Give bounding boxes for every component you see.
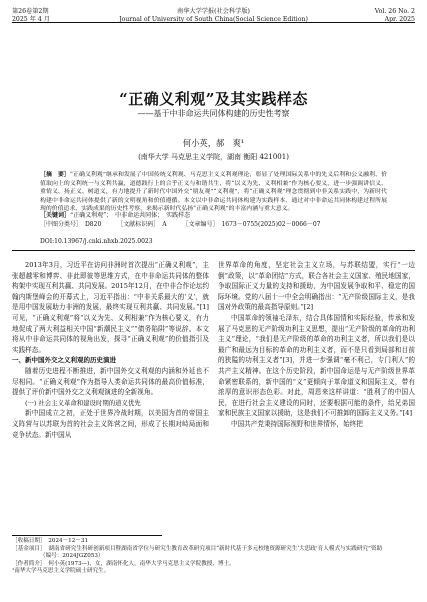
running-header xyxy=(12,6,415,33)
subsection-heading: (一) 社会主义革命和建设时期的道义优先 xyxy=(25,398,141,407)
body-column-left xyxy=(12,260,209,440)
keywords-text: “正确义利观”； 中非命运共同体； 实践样态 xyxy=(70,212,191,219)
header-rule xyxy=(12,22,415,23)
abstract-label: ［摘 要］ xyxy=(40,171,70,178)
author-bio: ［作者简介］ 何小英(1973—)，女，湖南怀化人，南华大学马克思主义学院教授，博士。 xyxy=(12,560,235,567)
body-rule xyxy=(12,250,415,251)
abstract-text: “正确义利观”继承和发展了中国传统义利观、马克思主义义利观理论，彰显了处理国际关系中的先义后利和公义融利、价值取向上的义利统一与义利共赢，道德践行上的合乎正义与和谐共生，将“以义为先、义利相兼”作为核心要义，进一步强调讲信义、重情义、扬正义、树道义，有力地提升了新时代中国外交“朋友观”“义利观”，将“正确义利观”理念贯彻到中非关系实践中，为新时代构建中非命运共同体提供了新的文明视角和价值遵循。本文以中非命运共同体构建为实践样本，通过对中非命运共同体构建过程所展现的价值追求、实践成果的历史性考察，来揭示新时代弘扬“正确义利观”的丰富内涵与重大意义。 xyxy=(40,172,387,212)
body-paragraph: 2013年3月，习近平在访问非洲时首次提出“正确义利观”，主张超越零和博弈、非此即彼等思维方式，在中非命运共同体的整体构架中实现互利共赢、共同发展。2015年12月，在中非合作论坛约翰内斯堡峰会的开幕式上，习近平指出：“中非关系最大的‘义’，就是用中国发展助力非洲的发展，最终实现互利共赢、共同发展。”[1]可见，“正确义利观”将“以义为先、义利相兼”作为核心要义，有力地促成了两大利益相关中国“新潮民主义”“债务陷阱”等说辞。本文将从中非命运共同体的视角出发，探寻“正确义利观”的价值指引及实践样态。 xyxy=(12,261,209,354)
header-date-en: Apr. 2025 xyxy=(384,16,415,23)
journal-name-cn: 南华大学学报(社会科学版) xyxy=(177,8,250,15)
body-paragraph: 新中国成立之初，正处于世界冷战时期，以美国为首的帝国主义阵营与以苏联为首的社会主义阵营之间，形成了长期对峙局面和竞争状态。新中国从 xyxy=(12,409,209,439)
doi: DOI:10.13967/j.cnki.nhxb.2025.0023 xyxy=(40,238,153,245)
body-paragraph: 中国共产党秉持国际视野和世界情怀，始终把 xyxy=(231,419,363,428)
header-vol-en: Vol. 26 No. 2 xyxy=(374,8,415,15)
keywords-label: ［关键词］ xyxy=(40,212,71,219)
article-number: ［文章编号］ 1673－0755(2025)02－0066－07 xyxy=(182,221,321,228)
header-date: 2025 年 4 月 xyxy=(12,16,50,23)
keywords xyxy=(40,210,387,219)
footnotes xyxy=(12,538,415,576)
article-authors: 何小英，郝 爽¹ xyxy=(182,138,245,148)
clc-number: ［中图分类号］ D820 xyxy=(40,221,102,228)
journal-name-en: Journal of University of South China(Social Science Edition) xyxy=(119,16,308,23)
author-affiliation: (南华大学 马克思主义学院，湖南 衡阳 421001) xyxy=(138,153,289,161)
body-paragraph: 中国革命的领袖毛泽东，结合具体国情和实际经验，传承和发展了马克思的无产阶级功利主义思想，提出“无产阶级的革命的功利主义”理论，“我们是无产阶级的革命的功利主义者，所以我们是以最广和最远为目标的革命的功利主义者，而不是只看到局部和目前的狭隘的功利主义者”[3]，并进一步强调“毫不利己，专门利人”的共产主义精神。在这个历史阶段，新中国命运是与无产阶级世界革命紧密联系的，新中国的“义”更倾向于革命道义和国际主义，带有浓厚的意识形态色彩。对此，周恩来这样讲道：“胜利了的中国人民，在进行社会主义建设的同时，还要根据可能的条件，给兄弟国家和民族主义国家以援助，这是我们不可推卸的国际主义义务。”[4] xyxy=(218,313,415,418)
body-column-right xyxy=(218,260,415,430)
article-title: “正确义利观”及其实践样态 xyxy=(119,90,308,108)
header-volume-issue: 第26卷第2期 xyxy=(12,8,49,15)
abstract xyxy=(40,171,387,214)
footnote-rule xyxy=(12,535,162,536)
section-heading: 一、新中国外交之义利观的历史演进 xyxy=(12,356,116,365)
fund-info: ［基金项目］ 湖南省研究生科研创新项目暨湖南省学位与研究生教育改革研究项目“新时代基于多元校地资源研究生‘大思政’育人模式与实践研究”资助 xyxy=(12,545,383,552)
classification-meta xyxy=(40,221,387,229)
article-subtitle: ——基于中非命运共同体构建的历史性考察 xyxy=(137,109,290,118)
coauthor-bio: ¹南华大学马克思主义学院硕士研究生。 xyxy=(12,568,110,575)
received-date: ［收稿日期］ 2024－12－31 xyxy=(12,538,89,544)
doc-code: ［文献标识码］ A xyxy=(117,221,167,228)
fund-info-code: （编号：2024JGZ053） xyxy=(40,553,104,560)
body-paragraph: 世界革命的角度，坚定社会主义立场，与苏联结盟，实行“一边倒”政策，以“革命团结”方式，联合各社会主义国家、殖民地国家，争取国际正义力量的支持和援助，为中国发展争取和平、稳定的国际环境。党的八届十一中全会明确指出：“无产阶级国际主义，是我国对外政策的最高指导原则。”[2] xyxy=(218,261,415,312)
body-paragraph: 随着历史进程不断推进，新中国外交义利观的内涵和外延也不尽相同。“正确义利观”作为指导人类命运共同体的最高价值标准，提供了评价新中国外交之义利观演进的全新视角。 xyxy=(12,366,209,397)
